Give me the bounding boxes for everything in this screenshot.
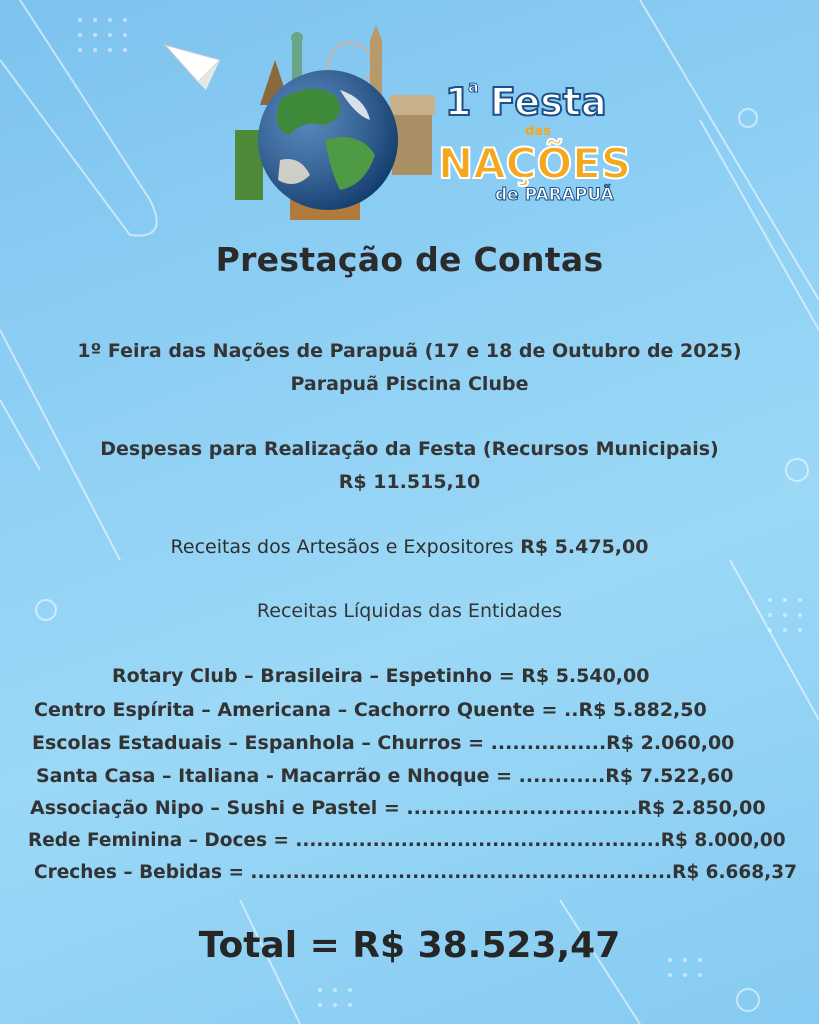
paper-plane-icon: [165, 45, 220, 90]
logo-word-festa: Festa: [490, 80, 607, 124]
logo-ordinal-sup: a: [468, 77, 479, 96]
logo-word-nacoes: NAÇÕES: [438, 139, 630, 188]
page-title: Prestação de Contas: [215, 240, 604, 279]
entities-heading: Receitas Líquidas das Entidades: [256, 600, 563, 622]
logo-word-das: das: [525, 124, 551, 139]
logo-word-city: de PARAPUÃ: [495, 185, 614, 205]
globe-icon: [258, 70, 398, 210]
entity-line: Associação Nipo – Sushi e Pastel = ................................R$ 2.850,00: [30, 797, 766, 819]
entity-line: Escolas Estaduais – Espanhola – Churros = ................R$ 2.060,00: [32, 732, 735, 754]
entity-line: Santa Casa – Italiana - Macarrão e Nhoque = ............R$ 7.522,60: [36, 765, 734, 787]
logo-text: [438, 77, 630, 205]
entity-line: Rotary Club – Brasileira – Espetinho = R$ 5.540,00: [112, 665, 650, 687]
total-amount: Total = R$ 38.523,47: [198, 925, 621, 966]
event-name: 1º Feira das Nações de Parapuã (17 e 18 de Outubro de 2025): [77, 340, 742, 362]
artisans-amount: R$ 5.475,00: [520, 536, 649, 558]
entity-line: Rede Feminina – Doces = ....................................................R$ 8.000,00: [28, 830, 786, 851]
festival-logo: [160, 20, 630, 235]
entity-line: Centro Espírita – Americana – Cachorro Quente = ..R$ 5.882,50: [34, 699, 707, 721]
expenses-amount: R$ 11.515,10: [338, 471, 481, 493]
entity-line: Creches – Bebidas = ............................................................R$ 6.668,37: [34, 862, 797, 883]
logo-ordinal: 1: [445, 80, 472, 124]
artisans-label: Receitas dos Artesãos e Expositores: [170, 536, 514, 558]
event-venue: Parapuã Piscina Clube: [290, 373, 529, 395]
artisans-revenue: [0, 536, 819, 558]
expenses-label: Despesas para Realização da Festa (Recursos Municipais): [100, 438, 719, 460]
